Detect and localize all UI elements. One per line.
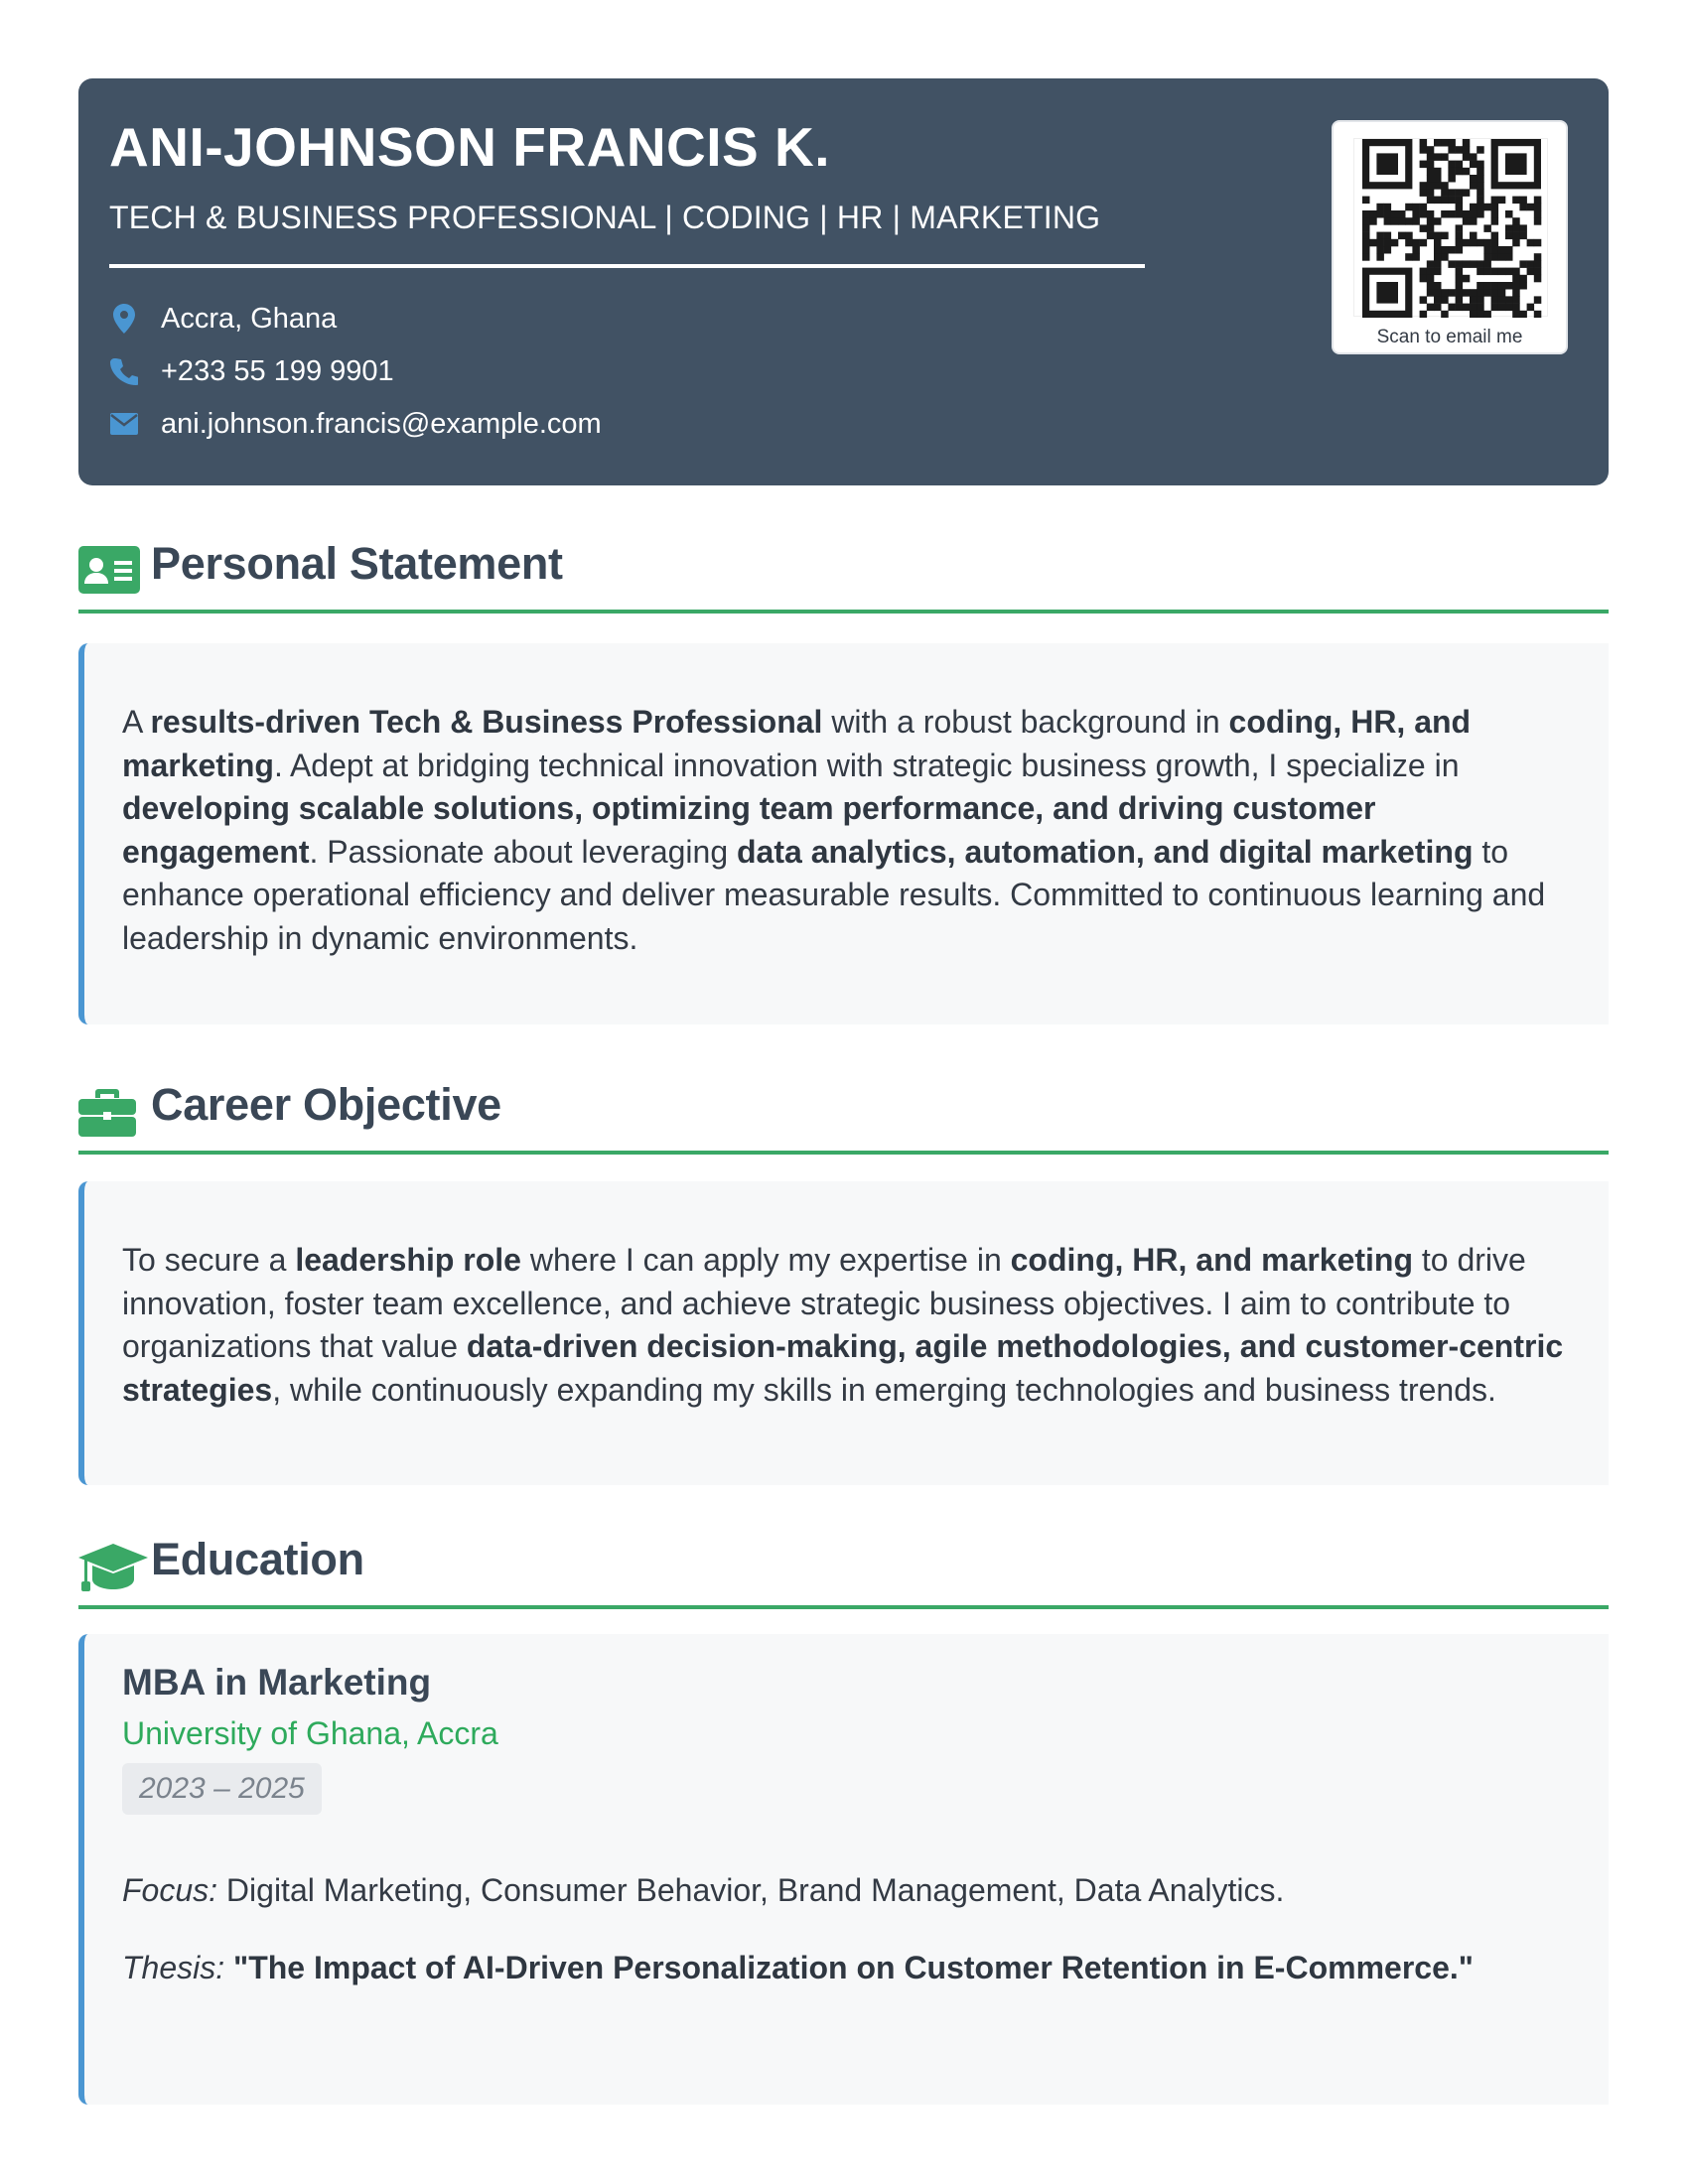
candidate-name: ANI-JOHNSON FRANCIS K. [109, 116, 831, 178]
emphasis-text: coding, HR, and marketing [1010, 1242, 1413, 1278]
graduation-cap-icon [78, 1542, 148, 1598]
id-card-icon [78, 546, 140, 599]
phone-icon [109, 356, 139, 386]
emphasis-text: results-driven Tech & Business Professional [150, 704, 823, 740]
body-text: to enhance operational efficiency and deliver measurable results. Committed to continuous learning and leadership in dynamic environments. [122, 833, 1546, 956]
education-thesis [122, 1950, 1474, 1986]
section-title: Education [151, 1534, 364, 1584]
education-focus [122, 1872, 1284, 1909]
body-text: , while continuously expanding my skills in emerging technologies and business trends. [272, 1371, 1496, 1408]
contact-phone[interactable] [109, 351, 394, 391]
candidate-tagline: TECH & BUSINESS PROFESSIONAL | CODING | HR | MARKETING [109, 200, 1101, 235]
body-text: To secure a [122, 1242, 296, 1278]
body-text: to drive innovation, foster team excellence, and achieve strategic business objectives. I aim to contribute to organizations that value [122, 1242, 1526, 1364]
resume-header [78, 78, 1609, 485]
contact-phone-text: +233 55 199 9901 [161, 354, 394, 387]
career-objective-text [122, 1239, 1569, 1412]
body-text: where I can apply my expertise in [520, 1242, 1011, 1278]
section-divider [78, 1605, 1609, 1609]
personal-statement-card [78, 643, 1609, 1024]
thesis-label: Thesis: [122, 1950, 225, 1985]
career-objective-card [78, 1181, 1609, 1485]
map-pin-icon [109, 304, 139, 334]
section-title: Career Objective [151, 1079, 501, 1130]
body-text: . Adept at bridging technical innovation with strategic business growth, I specialize in [273, 747, 1460, 783]
qr-caption: Scan to email me [1376, 327, 1523, 347]
contact-email-text: ani.johnson.francis@example.com [161, 407, 602, 440]
contact-location-text: Accra, Ghana [161, 302, 338, 335]
contact-email[interactable] [109, 404, 602, 444]
date-range-badge: 2023 – 2025 [122, 1763, 322, 1815]
contact-location [109, 299, 337, 339]
emphasis-text: data-driven decision-making, agile methodologies, and customer-centric strategies [122, 1328, 1564, 1408]
envelope-icon [109, 409, 139, 439]
qr-code-card[interactable] [1332, 120, 1568, 354]
section-education-heading [78, 1530, 1609, 1609]
qr-code-icon [1353, 138, 1548, 317]
section-divider [78, 1151, 1609, 1155]
emphasis-text: data analytics, automation, and digital marketing [737, 833, 1474, 870]
briefcase-icon [78, 1087, 136, 1142]
section-divider [78, 610, 1609, 614]
personal-statement-text [122, 701, 1569, 960]
header-divider [109, 264, 1145, 268]
section-personal-statement-heading [78, 534, 1609, 614]
body-text: . Passionate about leveraging [309, 833, 737, 870]
body-text: A [122, 704, 151, 740]
emphasis-text: developing scalable solutions, optimizing team performance, and driving customer engagement [122, 790, 1376, 870]
institution-name: University of Ghana, Accra [122, 1715, 498, 1751]
section-title: Personal Statement [151, 538, 563, 589]
education-entry-card [78, 1634, 1609, 2105]
focus-label: Focus: [122, 1872, 218, 1908]
emphasis-text: leadership role [295, 1242, 521, 1278]
emphasis-text: coding, HR, and marketing [122, 704, 1472, 783]
focus-text: Digital Marketing, Consumer Behavior, Brand Management, Data Analytics. [217, 1872, 1285, 1908]
body-text: with a robust background in [822, 704, 1229, 740]
degree-title: MBA in Marketing [122, 1662, 432, 1703]
thesis-text: "The Impact of AI-Driven Personalization on Customer Retention in E-Commerce." [224, 1950, 1474, 1985]
section-career-objective-heading [78, 1075, 1609, 1155]
